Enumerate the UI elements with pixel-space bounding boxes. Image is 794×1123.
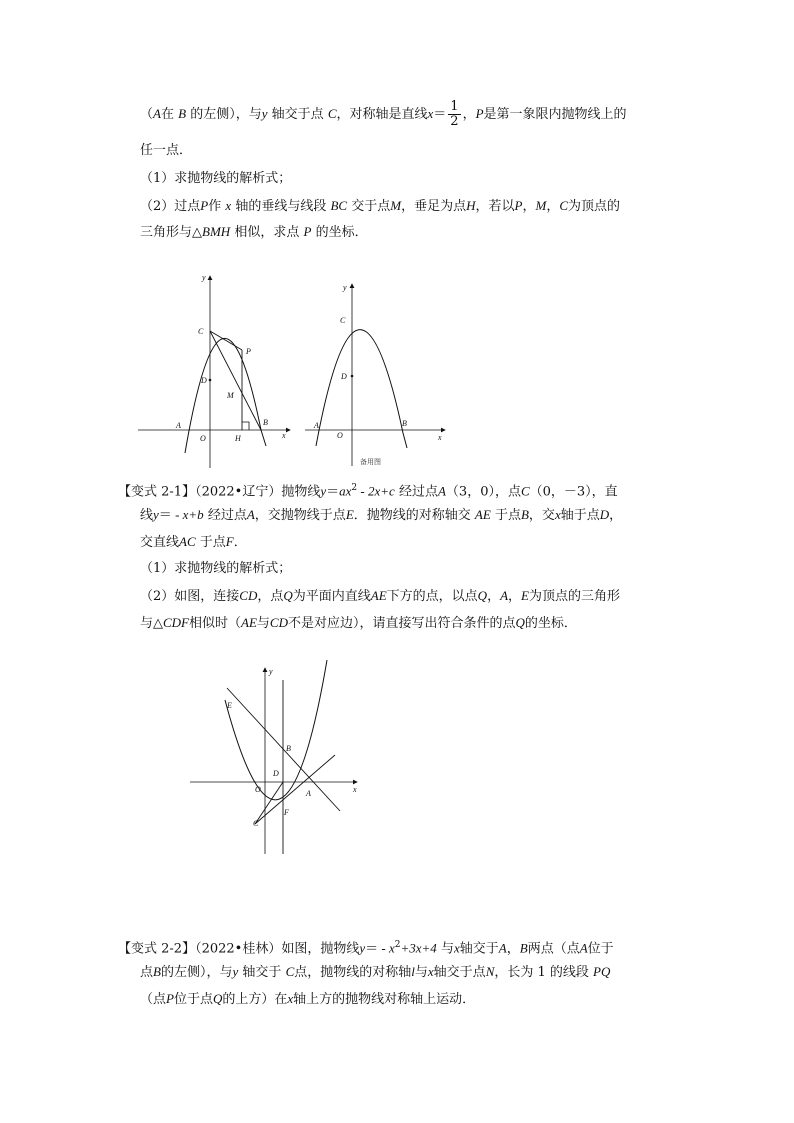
text: 交直线 [140, 535, 180, 550]
fraction-one-half [448, 100, 460, 129]
text: （2022•桂林）如图，抛物线 [195, 941, 360, 957]
label-H: H [235, 434, 241, 443]
variant-tag: 【变式 2-1】 [118, 484, 196, 500]
text: 为顶点的 [568, 199, 621, 214]
figure-right [305, 283, 445, 466]
text: 轴交于点 [433, 965, 486, 980]
variant21-line2 [140, 506, 622, 525]
text: 点 [140, 965, 154, 980]
text: 的左侧），与 [190, 107, 262, 122]
var-AE: AE [370, 588, 387, 603]
text: ， [487, 589, 501, 604]
superscript: 2 [351, 483, 358, 493]
var-y: y [261, 106, 268, 121]
text: 不是对应边），请直接写出符合条件的点 [287, 616, 516, 631]
text: 作 [208, 199, 222, 214]
var-A: A [498, 940, 507, 956]
var-M: M [535, 198, 547, 213]
fraction-denominator: 2 [450, 114, 459, 129]
text: 轴交于 [242, 965, 282, 980]
var-A: A [246, 507, 255, 522]
label-C: C [253, 819, 259, 828]
equals: ＝ [433, 107, 447, 122]
var-B: B [520, 507, 529, 522]
var-E: E [345, 507, 354, 522]
text: 位于 [587, 941, 614, 957]
expr: - 2x+c [357, 483, 395, 499]
text: 线 [140, 508, 154, 523]
label-B: B [263, 418, 268, 427]
label-y: y [343, 283, 347, 292]
var-x: x [427, 106, 434, 121]
var-B: B [519, 940, 528, 956]
problem1-line2: 任一点． [140, 143, 193, 158]
var-E: E [521, 588, 529, 603]
label-F: F [284, 808, 289, 817]
text: ， [506, 941, 520, 957]
label-D: D [273, 769, 279, 778]
label-M: M [227, 391, 234, 400]
expr: - x+b [171, 507, 204, 522]
text: ， [462, 107, 476, 122]
text: 经过点 [398, 484, 438, 500]
text: ，点 [257, 589, 284, 604]
var-x: x [554, 507, 561, 522]
text: ，交抛物线于点 [254, 508, 346, 523]
problem1-figures [130, 268, 460, 473]
text: 是第一象限内抛物线上的 [483, 107, 627, 122]
text: 的坐标． [524, 616, 577, 631]
var-B: B [153, 964, 161, 979]
text: （3，0），点 [445, 484, 521, 500]
text: 与 [414, 965, 428, 980]
label-x: x [438, 433, 442, 442]
label-E: E [227, 701, 232, 710]
label-D: D [341, 372, 347, 381]
variant22-line1 [118, 936, 614, 958]
text: 三角形与△ [140, 225, 202, 240]
var-A: A [500, 588, 509, 603]
text: 在 [160, 107, 174, 122]
line-AE [227, 688, 340, 811]
variant21-line3 [140, 533, 247, 552]
var-A: A [153, 106, 161, 121]
label-x: x [353, 785, 357, 794]
equals: ＝ [365, 941, 379, 957]
var-D: D [599, 507, 610, 522]
text: 轴上方的抛物线对称轴上运动． [293, 992, 476, 1007]
text: ， [546, 199, 560, 214]
label-A: A [306, 789, 311, 798]
text: 轴交于 [459, 941, 499, 957]
text: 与 [256, 616, 270, 631]
text: ， [609, 508, 623, 523]
text: （2）如图，连接 [140, 589, 240, 604]
text: ， [508, 589, 522, 604]
figure-left [138, 273, 290, 468]
equals: ＝ [326, 484, 340, 500]
label-C: C [340, 316, 346, 325]
var-A: A [579, 940, 588, 956]
variant-tag: 【变式 2-2】 [118, 941, 196, 957]
var-N: N [485, 964, 495, 979]
var-P: P [514, 198, 523, 213]
text: 与 [440, 941, 454, 957]
var-Q: Q [477, 588, 488, 603]
var-P: P [200, 198, 209, 213]
label-A: A [314, 421, 319, 430]
label-y: y [269, 667, 273, 676]
text: 的坐标． [315, 225, 368, 240]
variant22-line3 [140, 990, 475, 1009]
label-O: O [200, 434, 206, 443]
var-P: P [475, 106, 484, 121]
var-F: F [225, 534, 234, 549]
var-x: x [427, 964, 434, 979]
text: 点，抛物线的对称轴 [294, 965, 412, 980]
equals: ＝ [158, 508, 172, 523]
text: 相似，求点 [234, 225, 300, 240]
problem1-question1: （1）求抛物线的解析式； [140, 171, 292, 186]
var-P: P [303, 224, 312, 239]
text: ，若以 [475, 199, 515, 214]
var-ax: ax [339, 483, 352, 499]
label-D: D [201, 376, 207, 385]
var-x: x [287, 991, 294, 1006]
figure-caption: 备用图 [360, 458, 381, 466]
parabola [225, 660, 327, 800]
text: 为顶点的三角形 [529, 589, 621, 604]
var-C: C [520, 483, 530, 499]
var-Q: Q [283, 588, 293, 603]
var-BMH: BMH [202, 224, 231, 239]
point-D [351, 375, 354, 378]
expr: +3x+4 [400, 940, 437, 956]
label-B: B [402, 419, 407, 428]
text: 为平面内直线 [292, 589, 371, 604]
text: 轴的垂线与线段 [235, 199, 327, 214]
text: ，对称轴是直线 [336, 107, 428, 122]
var-CD: CD [269, 615, 288, 630]
text: 经过点 [207, 508, 247, 523]
var-B: B [178, 106, 187, 121]
expr: - x [378, 940, 395, 956]
text: ． [233, 535, 247, 550]
text: （0，－3），直 [529, 484, 618, 500]
text: 于点 [494, 508, 521, 523]
text: 的左侧），与 [160, 965, 233, 980]
text: （2022•辽宁）抛物线 [195, 484, 321, 500]
var-CDF: CDF [163, 615, 189, 630]
variant21-line1 [118, 479, 618, 501]
problem1-question2 [140, 197, 620, 216]
label-P: P [246, 347, 251, 356]
text: 轴于点 [560, 508, 600, 523]
var-x: x [225, 198, 232, 213]
text: 的上方）在 [222, 992, 288, 1007]
var-C: C [559, 198, 569, 213]
variant21-question2-cont [140, 614, 577, 633]
var-l: l [411, 964, 415, 979]
var-H: H [466, 198, 476, 213]
var-Q: Q [212, 991, 223, 1006]
var-P: P [166, 991, 174, 1006]
var-x: x [453, 940, 460, 956]
variant21-figure [185, 660, 370, 860]
text: 相似时（ [189, 616, 242, 631]
label-x: x [282, 431, 286, 440]
text: ，长为 1 的线段 [494, 965, 589, 980]
variant22-line2 [140, 963, 610, 982]
point-D [209, 379, 212, 382]
var-C: C [327, 106, 337, 121]
text: ，交 [528, 508, 555, 523]
text: 轴交于点 [271, 107, 324, 122]
right-angle-mark [242, 422, 249, 430]
var-PQ: PQ [593, 964, 611, 979]
var-CD: CD [239, 588, 258, 603]
label-A: A [176, 421, 181, 430]
text: ．抛物线的对称轴交 [353, 508, 471, 523]
text: （2）过点 [140, 199, 201, 214]
superscript: 2 [394, 940, 401, 950]
text: 位于点 [173, 992, 213, 1007]
var-y: y [359, 940, 366, 956]
label-C: C [198, 327, 204, 336]
var-AC: AC [179, 534, 196, 549]
parabola [185, 338, 266, 453]
label-B: B [286, 744, 291, 753]
problem1-line1 [140, 100, 627, 129]
text: （点 [140, 992, 167, 1007]
text: 下方的点，以点 [386, 589, 478, 604]
label-y: y [202, 273, 206, 282]
line-AC [255, 755, 335, 824]
text: 两点（点 [527, 941, 580, 957]
text: （ [140, 107, 154, 122]
text: ， [522, 199, 536, 214]
var-AE: AE [241, 615, 257, 630]
fraction-numerator: 1 [450, 99, 459, 114]
text: 与△ [140, 616, 163, 631]
var-Q: Q [515, 615, 525, 630]
var-A: A [437, 483, 446, 499]
var-AE: AE [474, 507, 491, 522]
text: 于点 [199, 535, 226, 550]
label-O: O [337, 431, 343, 440]
var-BC: BC [330, 198, 348, 213]
var-y: y [320, 483, 327, 499]
problem1-question2-cont [140, 223, 368, 242]
label-O: O [255, 785, 261, 794]
var-M: M [390, 198, 402, 213]
text: ，垂足为点 [401, 199, 467, 214]
var-C: C [285, 964, 295, 979]
text: 交于点 [351, 199, 391, 214]
var-y: y [153, 507, 159, 522]
variant21-question2 [140, 587, 620, 606]
var-y: y [232, 964, 239, 979]
variant21-question1: （1）求抛物线的解析式； [140, 561, 292, 576]
